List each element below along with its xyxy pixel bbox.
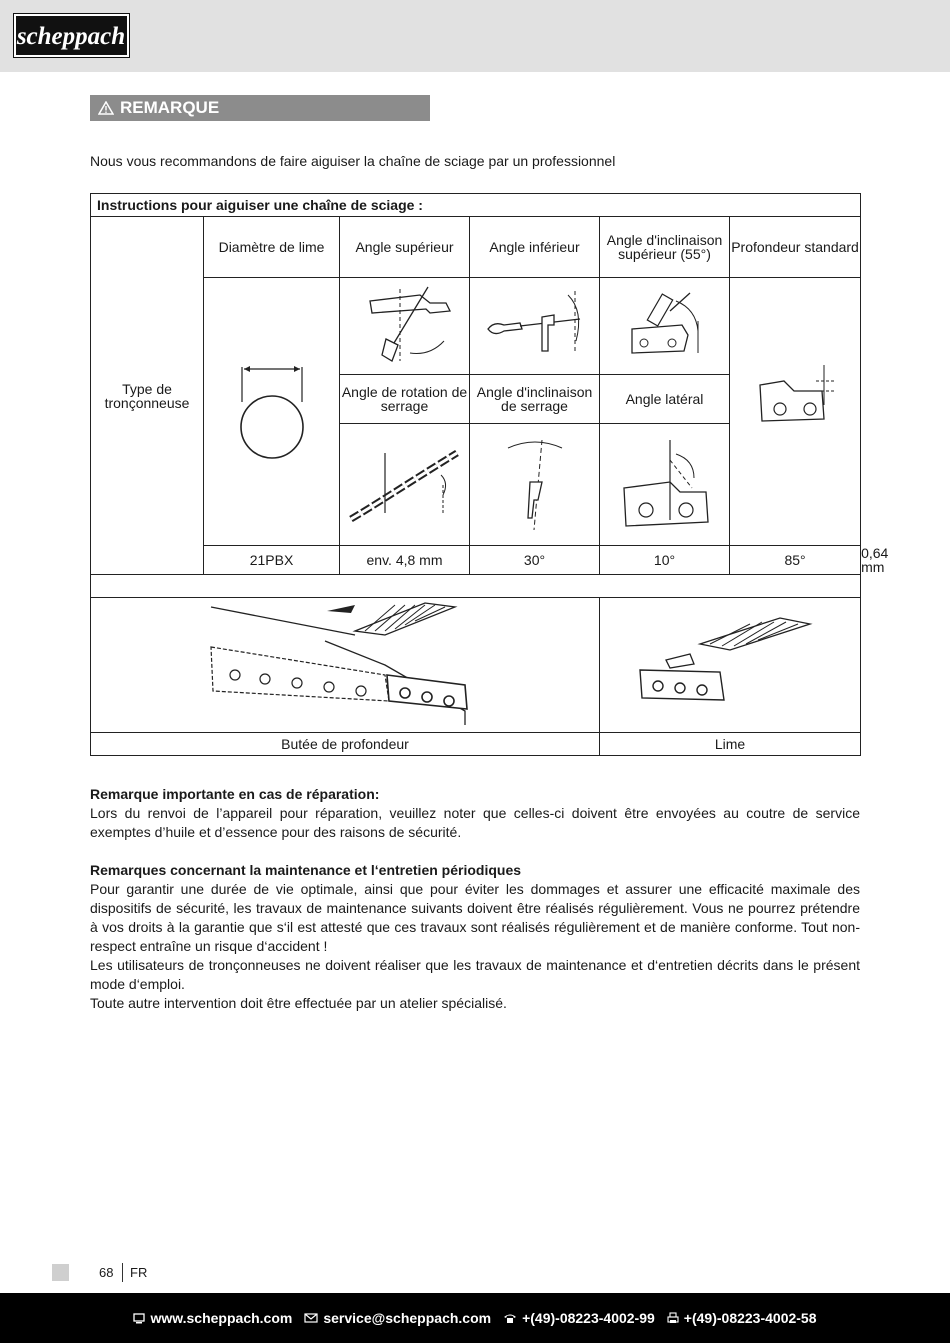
footer-phone[interactable]: +(49)-08223-4002-99 (503, 1310, 655, 1326)
page-marker (52, 1264, 69, 1281)
brand-logo[interactable] (14, 14, 129, 57)
repair-heading: Remarque importante en cas de réparation: (90, 786, 380, 802)
page-language: FR (130, 1265, 148, 1280)
top-tilt-angle-illustration (600, 278, 730, 375)
remark-title: REMARQUE (120, 98, 220, 117)
spacer-row (91, 575, 861, 598)
clamping-tilt-illustration (470, 424, 600, 546)
header-file-diameter: Diamètre de lime (204, 217, 340, 278)
file-diameter-illustration (204, 278, 340, 546)
value-lower-angle: 10° (600, 546, 730, 575)
logo-text: scheppach (16, 23, 126, 50)
footer-email[interactable]: service@scheppach.com (304, 1310, 491, 1326)
row-label-saw-type: Type de tronçonneuse (91, 217, 204, 575)
phone-icon (503, 1313, 517, 1324)
header-band (0, 0, 950, 72)
caption-depth-stop: Butée de profondeur (91, 733, 600, 756)
header-depth-gauge: Profondeur standard (730, 217, 861, 278)
fax-icon (667, 1312, 679, 1324)
maintenance-paragraph-2: Les utilisateurs de tronçonneuses ne doivent réaliser que les travaux de maintenance et d‘entretien décrits dans le présent mode d‘emploi. (90, 957, 860, 992)
footer-bar (0, 1293, 950, 1343)
value-model: 21PBX (204, 546, 340, 575)
header-top-angle: Angle supérieur (340, 217, 470, 278)
page-number: 68 (99, 1265, 114, 1280)
table-title: Instructions pour aiguiser une chaîne de sciage : (91, 194, 861, 217)
header-clamping-rotation: Angle de rotation de serrage (340, 375, 470, 424)
depth-stop-illustration (91, 598, 600, 733)
file-illustration (600, 598, 861, 733)
value-top-tilt-angle: 85° (730, 546, 861, 575)
repair-text: Lors du renvoi de l’appareil pour réparation, veuillez noter que celles-ci doivent être envoyées au coutre de service exemptes d’huile et d’essence pour des raisons de sécurité. (90, 805, 860, 840)
value-top-angle: 30° (470, 546, 600, 575)
repair-section (90, 785, 860, 842)
remark-heading (90, 95, 430, 121)
maintenance-heading: Remarques concernant la maintenance et l‘entretien périodiques (90, 862, 522, 878)
warning-triangle-icon (98, 101, 114, 115)
header-lower-angle: Angle inférieur (470, 217, 600, 278)
value-file-diameter: env. 4,8 mm (340, 546, 470, 575)
caption-file: Lime (600, 733, 861, 756)
page-separator (122, 1263, 123, 1282)
maintenance-paragraph-1: Pour garantir une durée de vie optimale, ainsi que pour éviter les dommages et assurer une efficacité maximale des dispositifs de sécurité, les travaux de maintenance suivants doivent être réalisés régulièrement. Vous ne pourrez prétendre à vos droits à la garantie que s‘il est attesté que ces travaux sont réalisés régulièrement et de manière conforme. Tout non-respect entraîne un risque d‘accident ! (90, 881, 860, 954)
header-side-angle: Angle latéral (600, 375, 730, 424)
maintenance-section (90, 861, 860, 1013)
side-angle-illustration (600, 424, 730, 546)
header-clamping-tilt: Angle d'inclinaison de serrage (470, 375, 600, 424)
intro-text: Nous vous recommandons de faire aiguiser la chaîne de sciage par un professionnel (90, 153, 616, 169)
envelope-icon (304, 1313, 318, 1323)
top-angle-illustration (340, 278, 470, 375)
footer-website[interactable]: www.scheppach.com (133, 1310, 292, 1326)
depth-gauge-illustration (730, 278, 861, 546)
header-top-tilt-angle: Angle d'inclinaison supérieur (55°) (600, 217, 730, 278)
maintenance-paragraph-3: Toute autre intervention doit être effectuée par un atelier spécialisé. (90, 995, 507, 1011)
clamping-rotation-illustration (340, 424, 470, 546)
computer-icon (133, 1313, 145, 1324)
footer-fax[interactable]: +(49)-08223-4002-58 (667, 1310, 817, 1326)
sharpening-table: Instructions pour aiguiser une chaîne de sciage : Type de tronçonneuse Diamètre de lime Angle supérieur Angle inférieur Angle d'inclinaison supérieur (55°) Profondeur standard Angle de rotation de serrage Angle d'inclinaison de serrage Angle latéral 21PBX env. 4,8 mm 30° 10° 85° 0,64 mm Butée de profondeur Lime (90, 193, 861, 756)
lower-angle-illustration (470, 278, 600, 375)
